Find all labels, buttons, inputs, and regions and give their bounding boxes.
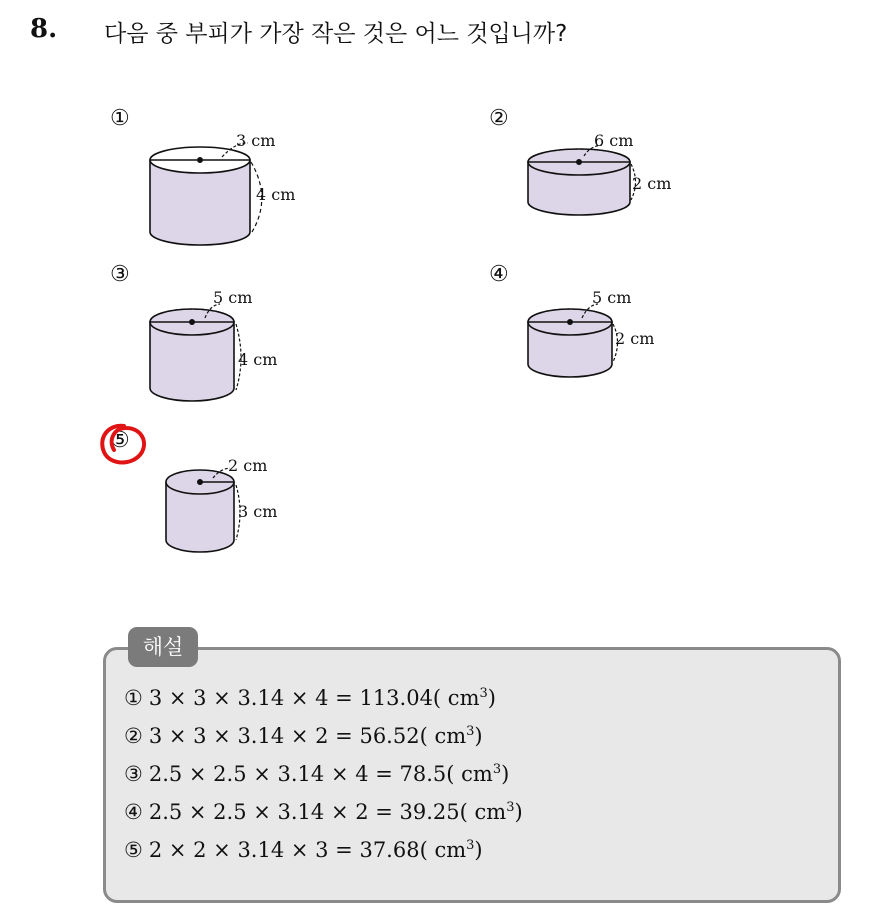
solution-line-3: ③ 2.5 × 2.5 × 3.14 × 4 = 78.5( $cm^3$) xyxy=(124,762,510,786)
option-4-label[interactable]: ④ xyxy=(489,262,509,287)
solution-line-4-label: ④ xyxy=(124,800,143,824)
solution-line-1: ① 3 × 3 × 3.14 × 4 = 113.04( $cm^3$) xyxy=(124,686,496,710)
option-3-height: 4 cm xyxy=(238,350,278,369)
question-number: 8. xyxy=(30,14,58,44)
option-5-height: 3 cm xyxy=(238,502,278,521)
question-text: 다음 중 부피가 가장 작은 것은 어느 것입니까? xyxy=(104,21,568,47)
option-5-label[interactable]: ⑤ xyxy=(110,428,130,453)
cylinder-option-2 xyxy=(528,131,671,215)
cylinder-option-5 xyxy=(166,456,277,552)
option-3-radius: 5 cm xyxy=(213,288,253,307)
option-1-radius: 3 cm xyxy=(236,131,276,150)
solution-line-5: ⑤ 2 × 2 × 3.14 × 3 = 37.68( $cm^3$) xyxy=(124,838,483,862)
solution-line-5-label: ⑤ xyxy=(124,838,143,862)
option-2-height: 2 cm xyxy=(632,174,672,193)
option-1-height: 4 cm xyxy=(256,185,296,204)
cylinder-option-4 xyxy=(528,288,654,377)
option-1-label[interactable]: ① xyxy=(110,106,130,131)
solution-line-4: ④ 2.5 × 2.5 × 3.14 × 2 = 39.25( $cm^3$) xyxy=(124,800,523,824)
option-2-radius: 6 cm xyxy=(594,131,634,150)
option-5-radius: 2 cm xyxy=(228,456,268,475)
option-4-radius: 5 cm xyxy=(592,288,632,307)
solution-line-2: ② 3 × 3 × 3.14 × 2 = 56.52( $cm^3$) xyxy=(124,724,483,748)
option-3-label[interactable]: ③ xyxy=(110,262,130,287)
cylinder-option-3 xyxy=(150,288,277,401)
option-2-label[interactable]: ② xyxy=(489,106,509,131)
answer-mark-circle xyxy=(102,426,144,463)
solution-line-2-label: ② xyxy=(124,724,143,748)
solution-line-1-label: ① xyxy=(124,686,143,710)
option-4-height: 2 cm xyxy=(615,329,655,348)
solution-title: 해설 xyxy=(128,627,198,667)
cylinder-option-1 xyxy=(150,131,295,245)
solution-line-3-label: ③ xyxy=(124,762,143,786)
